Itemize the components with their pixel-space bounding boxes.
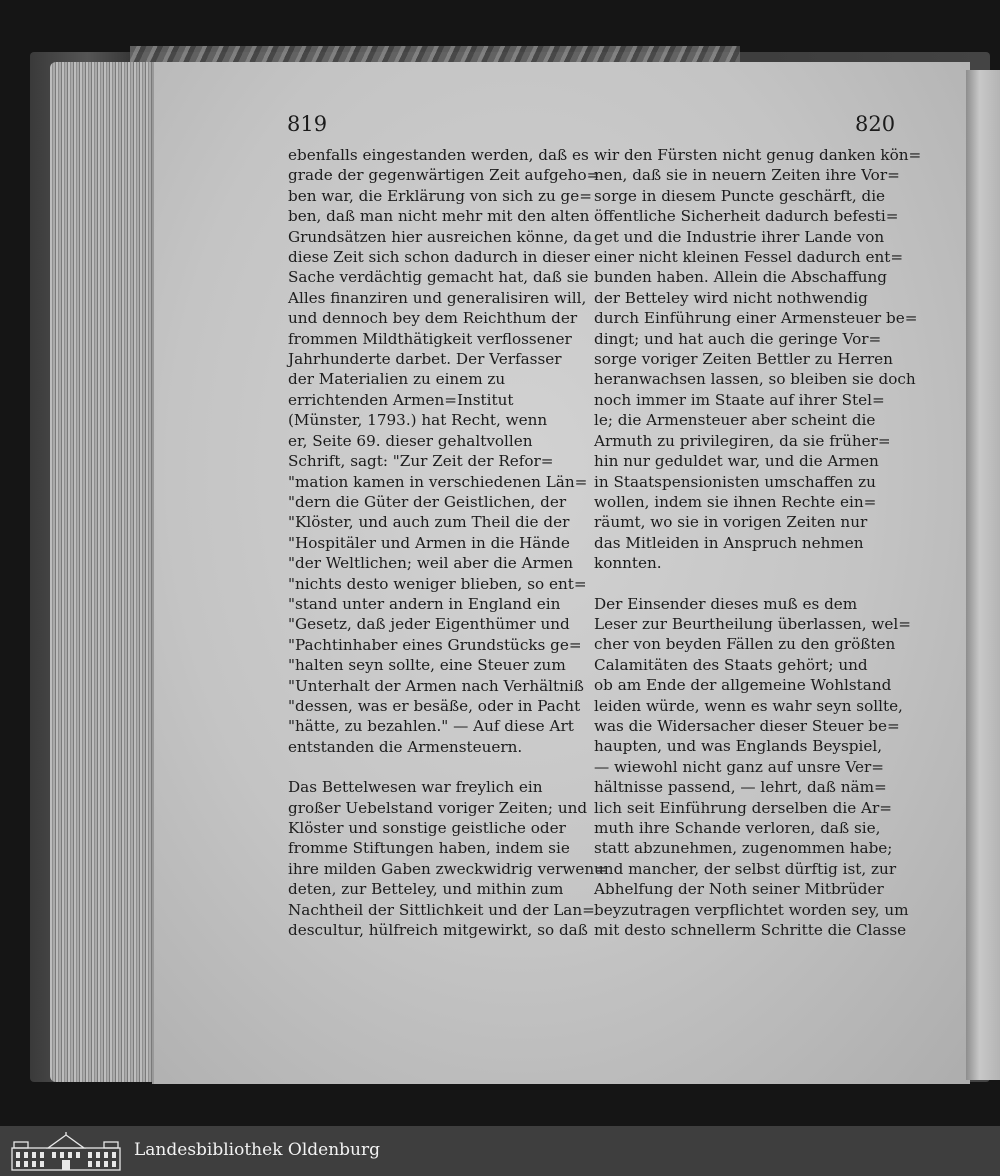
- text-line: und dennoch bey dem Reichthum der: [288, 309, 578, 328]
- text-line: Abhelfung der Noth seiner Mitbrüder: [594, 880, 884, 899]
- text-line: Jahrhunderte darbet. Der Verfasser: [288, 350, 562, 369]
- text-line: er, Seite 69. dieser gehaltvollen: [288, 431, 533, 450]
- text-line: und mancher, der selbst dürftig ist, zur: [594, 859, 897, 878]
- text-line: großer Uebelstand voriger Zeiten; und: [288, 798, 588, 817]
- text-line: cher von beyden Fällen zu den größten: [594, 635, 896, 654]
- left-text-column: [288, 145, 607, 940]
- text-line: heranwachsen lassen, so bleiben sie doch: [594, 370, 916, 389]
- text-line: hin nur geduldet war, und die Armen: [594, 452, 879, 471]
- text-line: Leser zur Beurtheilung überlassen, wel=: [594, 614, 911, 633]
- text-line: Nachtheil der Sittlichkeit und der Lan=: [288, 900, 595, 919]
- library-name: Landesbibliothek Oldenburg: [134, 1140, 381, 1160]
- text-line: beyzutragen verpflichtet worden sey, um: [594, 900, 909, 919]
- text-line: dingt; und hat auch die geringe Vor=: [594, 329, 882, 348]
- text-line: mit desto schnellerm Schritte die Classe: [594, 921, 907, 940]
- text-line: haupten, und was Englands Beyspiel,: [594, 737, 883, 756]
- text-line: Das Bettelwesen war freylich ein: [288, 778, 543, 797]
- text-line: Calamitäten des Staats gehört; und: [594, 655, 868, 674]
- right-text-column: [594, 145, 922, 940]
- paragraph-break: [594, 574, 886, 594]
- text-line: "mation kamen in verschiedenen Län=: [288, 472, 588, 491]
- text-line: Schrift, sagt: "Zur Zeit der Refor=: [288, 452, 554, 471]
- text-line: le; die Armensteuer aber scheint die: [594, 411, 876, 430]
- text-line: "nichts desto weniger blieben, so ent=: [288, 574, 587, 593]
- page-number-left: 819: [287, 112, 328, 136]
- text-line: leiden würde, wenn es wahr seyn sollte,: [594, 696, 903, 715]
- text-line: noch immer im Staate auf ihrer Stel=: [594, 390, 885, 409]
- page-edges: [50, 62, 160, 1082]
- text-line: descultur, hülfreich mitgewirkt, so daß: [288, 921, 588, 940]
- text-line: bunden haben. Allein die Abschaffung: [594, 268, 888, 287]
- text-line: konnten.: [594, 554, 662, 573]
- text-line: Armuth zu privilegiren, da sie früher=: [594, 431, 891, 450]
- text-line: "halten seyn sollte, eine Steuer zum: [288, 656, 566, 675]
- text-line: sorge voriger Zeiten Bettler zu Herren: [594, 350, 893, 369]
- text-line: in Staatspensionisten umschaffen zu: [594, 472, 876, 491]
- text-line: Der Einsender dieses muß es dem: [594, 594, 858, 613]
- text-line: frommen Mildthätigkeit verflossener: [288, 329, 572, 348]
- text-line: der Betteley wird nicht nothwendig: [594, 288, 868, 307]
- text-line: "dessen, was er besäße, oder in Pacht: [288, 696, 581, 715]
- library-building-logo-icon: [8, 1132, 124, 1172]
- text-line: "Gesetz, daß jeder Eigenthümer und: [288, 615, 570, 634]
- text-line: "Klöster, und auch zum Theil die der: [288, 513, 570, 532]
- text-line: was die Widersacher dieser Steuer be=: [594, 716, 900, 735]
- text-line: hältnisse passend, — lehrt, daß näm=: [594, 778, 887, 797]
- text-line: öffentliche Sicherheit dadurch befesti=: [594, 207, 899, 226]
- text-line: "Hospitäler und Armen in die Hände: [288, 533, 570, 552]
- text-line: der Materialien zu einem zu: [288, 370, 506, 389]
- text-line: wir den Fürsten nicht genug danken kön=: [594, 146, 922, 164]
- paragraph-break: [288, 757, 578, 777]
- text-line: entstanden die Armensteuern.: [288, 737, 523, 756]
- text-line: ebenfalls eingestanden werden, daß es: [288, 146, 589, 164]
- text-line: räumt, wo sie in vorigen Zeiten nur: [594, 513, 868, 532]
- text-line: sorge in diesem Puncte geschärft, die: [594, 186, 886, 205]
- page-number-right: 820: [855, 112, 896, 136]
- text-line: Sache verdächtig gemacht hat, daß sie: [288, 268, 589, 287]
- text-line: statt abzunehmen, zugenommen habe;: [594, 839, 893, 858]
- text-line: "der Weltlichen; weil aber die Armen: [288, 554, 573, 573]
- text-line: ben, daß man nicht mehr mit den alten: [288, 207, 590, 226]
- text-line: "stand unter andern in England ein: [288, 594, 561, 613]
- text-line: Grundsätzen hier ausreichen könne, da: [288, 227, 592, 246]
- text-line: diese Zeit sich schon dadurch in dieser: [288, 248, 590, 267]
- text-line: Alles finanziren und generalisiren will,: [288, 288, 587, 307]
- text-line: lich seit Einführung derselben die Ar=: [594, 798, 892, 817]
- text-line: ob am Ende der allgemeine Wohlstand: [594, 676, 892, 695]
- text-line: nen, daß sie in neuern Zeiten ihre Vor=: [594, 166, 900, 185]
- text-line: wollen, indem sie ihnen Rechte ein=: [594, 492, 877, 511]
- text-line: ben war, die Erklärung von sich zu ge=: [288, 186, 592, 205]
- text-line: — wiewohl nicht ganz auf unsre Ver=: [594, 757, 884, 776]
- text-line: "Unterhalt der Armen nach Verhältniß: [288, 676, 584, 695]
- text-line: (Münster, 1793.) hat Recht, wenn: [288, 411, 548, 430]
- text-line: "hätte, zu bezahlen." — Auf diese Art: [288, 717, 574, 736]
- text-line: einer nicht kleinen Fessel dadurch ent=: [594, 248, 904, 267]
- facing-page-edge: [966, 70, 1000, 1080]
- text-line: ihre milden Gaben zweckwidrig verwen=: [288, 859, 607, 878]
- text-line: get und die Industrie ihrer Lande von: [594, 227, 885, 246]
- text-line: errichtenden Armen=Institut: [288, 390, 514, 409]
- text-line: durch Einführung einer Armensteuer be=: [594, 309, 918, 328]
- text-line: muth ihre Schande verloren, daß sie,: [594, 819, 881, 837]
- text-line: deten, zur Betteley, und mithin zum: [288, 880, 564, 899]
- text-line: fromme Stiftungen haben, indem sie: [288, 839, 570, 858]
- text-line: Klöster und sonstige geistliche oder: [288, 819, 566, 837]
- text-line: das Mitleiden in Anspruch nehmen: [594, 533, 864, 552]
- text-line: grade der gegenwärtigen Zeit aufgeho=: [288, 166, 600, 185]
- text-line: "Pachtinhaber eines Grundstücks ge=: [288, 635, 582, 654]
- text-line: "dern die Güter der Geistlichen, der: [288, 492, 567, 511]
